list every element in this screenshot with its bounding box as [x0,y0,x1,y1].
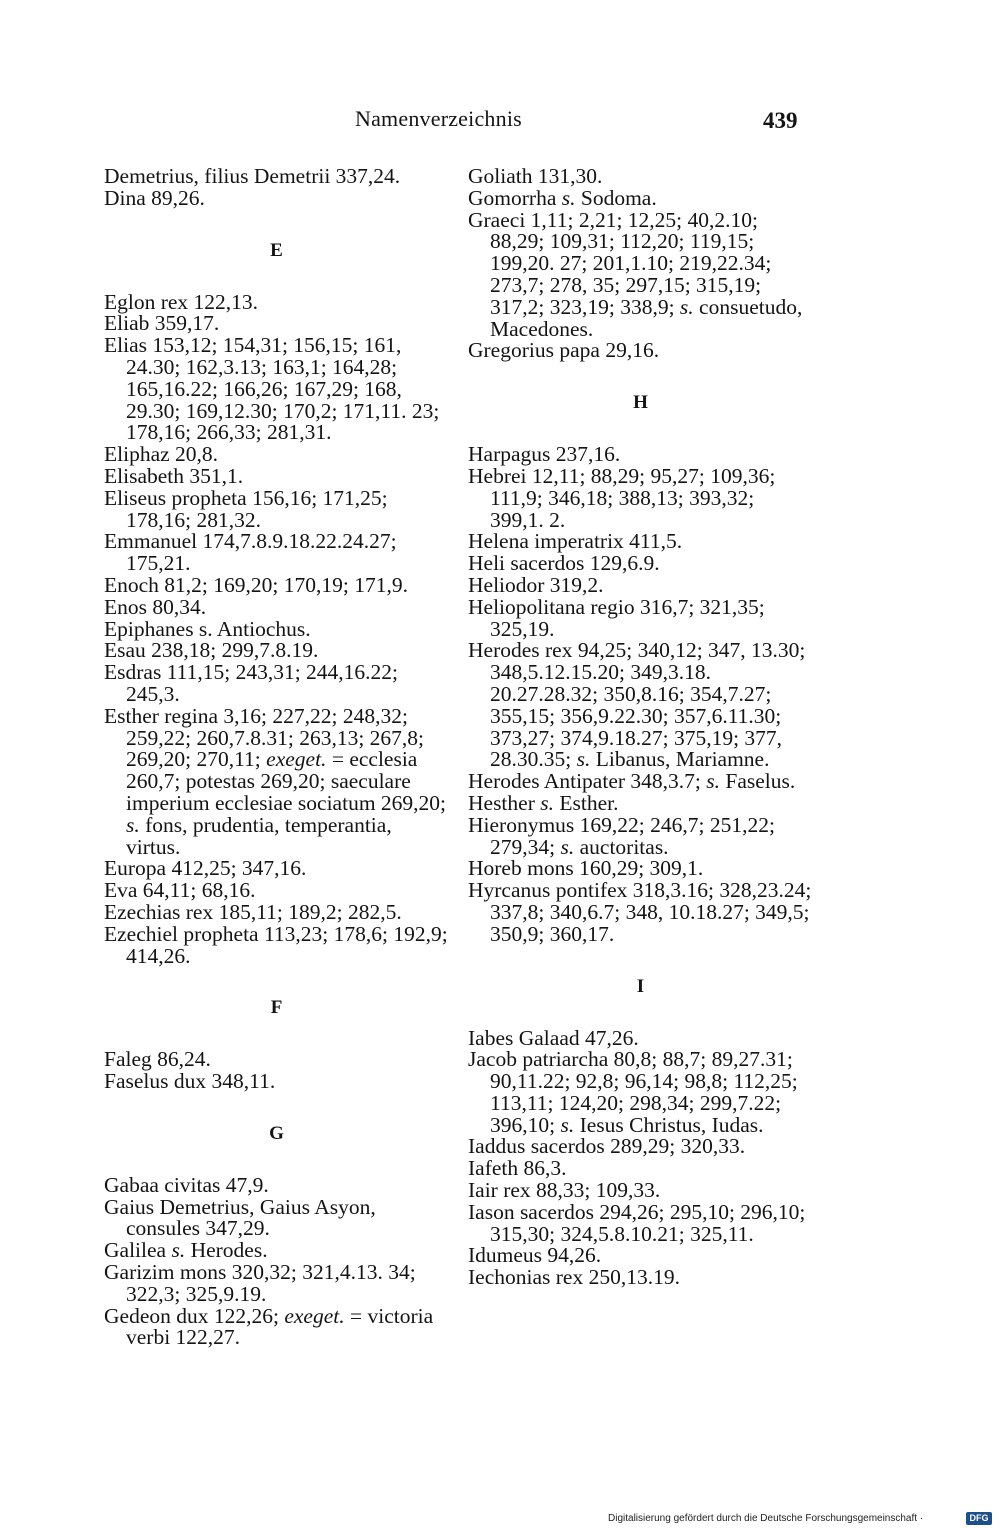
exeget-abbreviation: exeget. [266,747,327,772]
index-column-left [104,166,449,1349]
entry-text: = victoria verbi 122,27. [126,1303,434,1350]
running-title: Namenverzeichnis [355,106,522,131]
index-entry: Garizim mons 320,32; 321,4.13. 34; 322,3; 325,9.19. [104,1260,416,1306]
index-entry: Europa 412,25; 347,16. [104,856,307,881]
index-entry: Elisabeth 351,1. [104,463,244,488]
see-reference-marker: s. [540,790,554,815]
index-entry-graeci [468,207,813,341]
index-entry: Eliab 359,17. [104,311,220,336]
see-reference-marker: s. [576,747,591,772]
index-entry: Faleg 86,24. [104,1047,211,1072]
entry-text: fons, prudentia, temperantia, virtus. [126,812,392,859]
index-entry: Gabaa civitas 47,9. [104,1172,269,1197]
page-number: 439 [763,108,798,133]
index-entry: Gaius Demetrius, Gaius Asyon, consules 347,29. [104,1194,376,1241]
entry-text: auctoritas. [579,834,669,859]
index-entry-herodes [468,640,813,771]
index-entry: Heli sacerdos 129,6.9. [468,551,660,576]
section-letter-h: H [633,392,648,414]
index-entry: Iason sacerdos 294,26; 295,10; 296,10; 315,30; 324,5.8.10.21; 325,11. [468,1199,806,1246]
exeget-abbreviation: exeget. [284,1303,345,1328]
index-entry-hieronymus [468,812,813,859]
index-entry: Heliopolitana regio 316,7; 321,35; 325,19. [468,594,765,641]
see-reference-marker: s. [560,1112,575,1137]
section-letter-g: G [269,1122,284,1144]
index-entry: Iabes Galaad 47,26. [468,1025,639,1050]
entry-text: Sodoma. [580,185,657,210]
index-entry-jacob [468,1049,813,1136]
index-entry-galilea [104,1240,449,1262]
entry-text: Herodes. [190,1238,268,1263]
index-entry-esther [104,703,449,859]
section-letter-e: E [270,239,283,261]
index-entry: Enoch 81,2; 169,20; 170,19; 171,9. [104,572,408,597]
page-header [0,106,1000,140]
section-letter-f: F [270,997,283,1019]
see-reference-marker: s. [561,185,576,210]
index-entry: Horeb mons 160,29; 309,1. [468,856,704,881]
entry-text: Faselus. [725,769,796,794]
index-entry: Eva 64,11; 68,16. [104,878,256,903]
index-entry: Dina 89,26. [104,185,205,210]
entry-text: Galilea [104,1238,167,1263]
entry-text: = ecclesia 260,7; potestas 269,20; saeculare imperium ecclesiae sociatum 269,20; [126,747,447,815]
see-reference-marker: s. [171,1238,186,1263]
entry-text: Hesther [468,790,535,815]
section-letter-i: I [636,975,645,997]
index-entry: Eglon rex 122,13. [104,289,259,314]
index-entry: Gregorius papa 29,16. [468,338,660,363]
index-entry: Heliodor 319,2. [468,572,604,597]
index-entry: Ezechiel propheta 113,23; 178,6; 192,9; 414,26. [104,921,448,968]
entry-text: Libanus, Mariamne. [595,747,770,772]
index-entry-herodes-antipater [468,771,813,793]
entry-text: Gomorrha [468,185,557,210]
index-entry: Eliseus propheta 156,16; 171,25; 178,16; 281,32. [104,485,388,532]
entry-text: Esther regina 3,16; 227,22; 248,32; 259,22; 260,7.8.31; 263,13; 267,8; 269,20; 270,11; [104,703,425,772]
index-entry: Emmanuel 174,7.8.9.18.22.24.27; 175,21. [104,529,397,576]
index-entry: Iafeth 86,3. [468,1156,567,1181]
index-entry: Hebrei 12,11; 88,29; 95,27; 109,36; 111,9; 346,18; 388,13; 393,32; 399,1. 2. [468,463,776,532]
index-entry: Iechonias rex 250,13.19. [468,1265,680,1290]
entry-text: Jacob patriarcha 80,8; 88,7; 89,27.31; 90,11.22; 92,8; 96,14; 98,8; 112,25; 113,11; 124,20; 298,34; 299,7.22; 396,10; [468,1047,798,1137]
entry-text: Graeci 1,11; 2,21; 12,25; 40,2.10; 88,29; 109,31; 112,20; 119,15; 199,20. 27; 201,1.10; 219,22.34; 273,7; 278, 35; 297,15; 315,19; 317,2; 323,19; 338,9; [468,207,772,319]
index-entry: Enos 80,34. [104,594,207,619]
index-entry: Esau 238,18; 299,7.8.19. [104,638,319,663]
see-reference-marker: s. [679,294,694,319]
index-entry: Helena imperatrix 411,5. [468,529,683,554]
entry-text: Herodes Antipater 348,3.7; [468,769,701,794]
index-entry: Demetrius, filius Demetrii 337,24. [104,164,401,188]
index-entry: Esdras 111,15; 243,31; 244,16.22; 245,3. [104,660,399,706]
index-entry: Iair rex 88,33; 109,33. [468,1178,661,1203]
index-entry: Goliath 131,30. [468,164,603,188]
index-entry: Elias 153,12; 154,31; 156,15; 161, 24.30; 162,3.13; 163,1; 164,28; 165,16.22; 166,26; 167,29; 168, 29.30; 169,12.30; 170,2; 171,11. 23; 178,16; 266,33; 281,31. [104,333,440,445]
index-entry-gomorrha [468,185,813,210]
see-reference-marker: s. [560,834,575,859]
index-entry: Faselus dux 348,11. [104,1069,276,1094]
index-entry: Hyrcanus pontifex 318,3.16; 328,23.24; 337,8; 340,6.7; 348, 10.18.27; 349,5; 350,9; 360,17. [468,878,812,946]
see-reference-marker: s. [126,812,140,837]
entry-text: Iesus Christus, Iudas. [579,1112,764,1137]
index-column-right [468,166,813,1289]
entry-text: Herodes rex 94,25; 340,12; 347, 13.30; 348,5.12.15.20; 349,3.18. 20.27.28.32; 350,8.16; 354,7.27; 355,15; 356,9.22.30; 357,6.11.30; 373,27; 374,9.18.27; 375,19; 377, 28.30.35; [468,638,806,772]
index-entry: Iaddus sacerdos 289,29; 320,33. [468,1134,746,1159]
entry-text: Esther. [559,790,619,815]
index-entry: Idumeus 94,26. [468,1243,602,1268]
index-entry: Harpagus 237,16. [468,442,621,467]
digitization-credit: Digitalisierung gefördert durch die Deutsche Forschungsgemeinschaft · [608,1513,924,1524]
index-entry: Ezechias rex 185,11; 189,2; 282,5. [104,899,402,924]
index-entry: Epiphanes s. Antiochus. [104,616,311,641]
entry-text: Hieronymus 169,22; 246,7; 251,22; 279,34; [468,812,775,859]
entry-text: Gedeon dux 122,26; [104,1303,279,1328]
see-reference-marker: s. [706,769,720,794]
index-entry-hesther [468,790,813,815]
index-entry-gedeon [104,1303,449,1350]
entry-text: consuetudo, Macedones. [490,294,803,341]
index-entry: Eliphaz 20,8. [104,442,219,467]
dfg-logo: DFG [966,1512,992,1525]
